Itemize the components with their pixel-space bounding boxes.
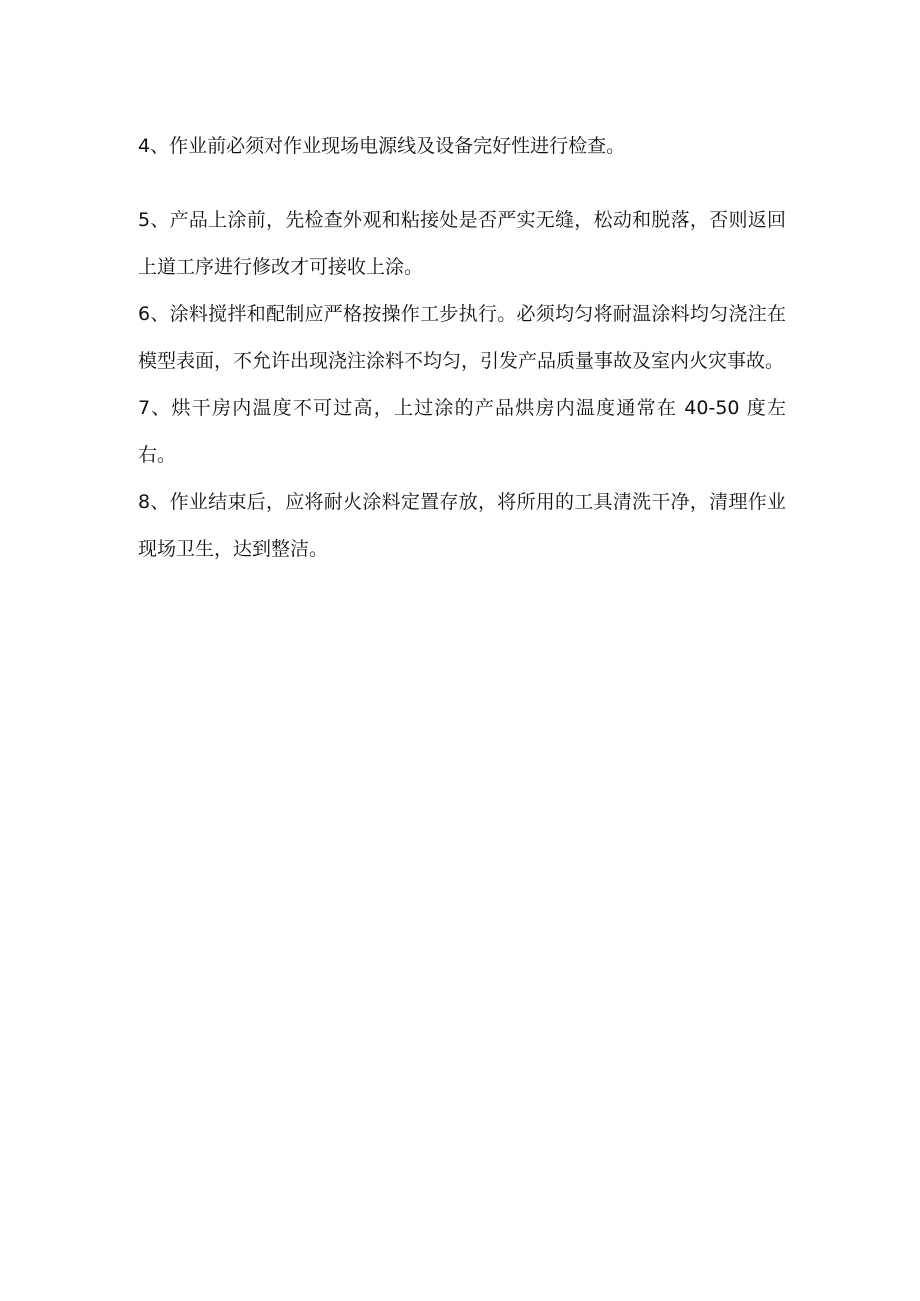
paragraph-item-5: 5、产品上涂前，先检查外观和粘接处是否严实无缝，松动和脱落，否则返回上道工序进行修改才可接收上涂。 — [138, 209, 786, 278]
paragraph-item-4: 4、作业前必须对作业现场电源线及设备完好性进行检查。 — [138, 135, 626, 157]
paragraph-item-6: 6、涂料搅拌和配制应严格按操作工步执行。必须均匀将耐温涂料均匀浇注在模型表面，不允许出现浇注涂料不均匀，引发产品质量事故及室内火灾事故。 — [138, 303, 786, 372]
paragraph-item-8: 8、作业结束后，应将耐火涂料定置存放，将所用的工具清洗干净，清理作业现场卫生，达到整洁。 — [138, 491, 786, 560]
document-body — [138, 123, 786, 573]
paragraph-item-7: 7、烘干房内温度不可过高，上过涂的产品烘房内温度通常在 40-50 度左右。 — [138, 397, 786, 466]
